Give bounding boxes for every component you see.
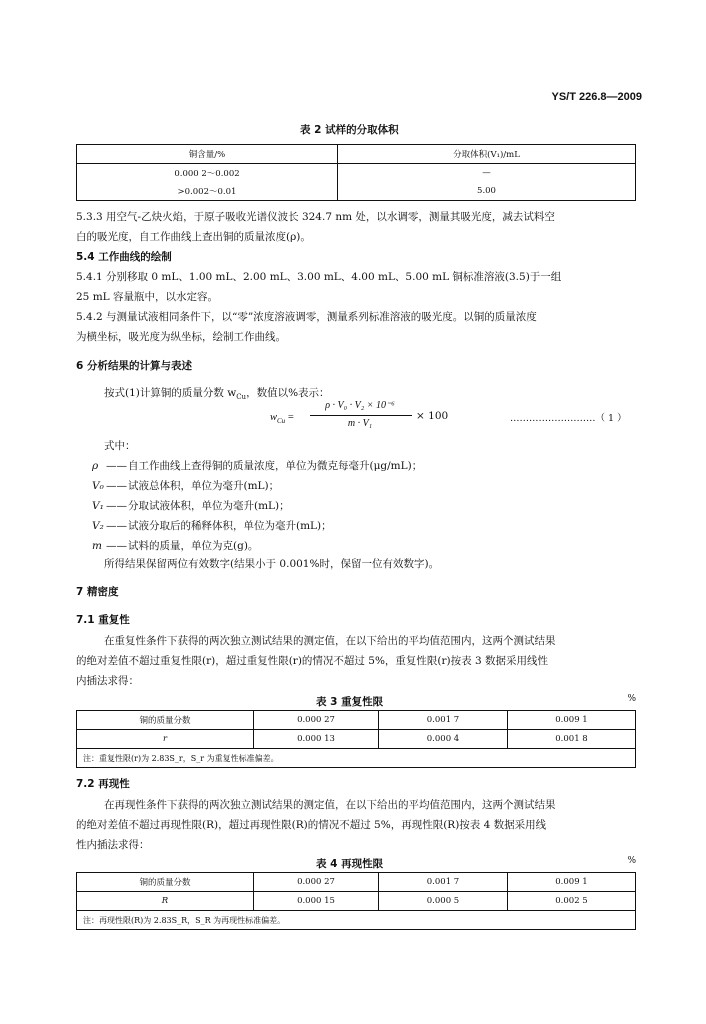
formula-lhs: $w_{Cu}$ = [270,412,294,426]
table4-cell: 0.009 1 [508,873,636,892]
table3-cell: 0.000 13 [254,730,379,749]
table4-cell: 铜的质量分数 [77,873,254,892]
section-7-1-line2: 的绝对差值不超过重复性限(r)，超过重复性限(r)的情况不超过 5%，重复性限(r)按表 3 数据采用线性 [76,655,548,667]
table4-caption: 表 4 再现性限 [316,858,384,870]
table4-note: 注：再现性限(R)为 2.83S_R，S_R 为再现性标准偏差。 [77,911,636,930]
var-rho: ρ ——自工作曲线上查得铜的质量浓度，单位为微克每毫升(μg/mL)； [92,460,423,472]
table4-cell: 0.000 15 [254,892,379,911]
table2-cell: >0.002～0.01 [77,182,338,201]
section-6-heading: 6 分析结果的计算与表述 [76,360,192,372]
table2-col2-header: 分取体积(V₁)/mL [338,145,636,164]
section-7-1-line1: 在重复性条件下获得的两次独立测试结果的测定值，在以下给出的平均值范围内，这两个测试结果 [104,635,556,647]
section-6-significant-digits: 所得结果保留两位有效数字(结果小于 0.001%时，保留一位有效数字)。 [104,558,440,570]
table3-caption: 表 3 重复性限 [316,696,384,708]
table3-cell: 铜的质量分数 [77,711,254,730]
table3-cell: r [77,730,254,749]
section-5-3-3: 5.3.3 用空气-乙炔火焰，于原子吸收光谱仪波长 324.7 nm 处，以水调零，测量其吸光度，减去试料空 [76,211,555,223]
formula-number: ………………………（ 1 ） [510,413,627,424]
var-v2: V₂ ——试液分取后的稀释体积，单位为毫升(mL)； [92,520,332,532]
section-7-2-line1: 在再现性条件下获得的两次独立测试结果的测定值，在以下给出的平均值范围内，这两个测试结果 [104,799,556,811]
table3-unit: % [627,694,636,704]
section-6-intro: 按式(1)计算铜的质量分数 $w_{Cu}$，数值以%表示： [104,387,330,402]
formula-fraction-bar [310,415,412,416]
table2-cell: 0.000 2～0.002 [77,164,338,183]
table3-note: 注：重复性限(r)为 2.83S_r，S_r 为重复性标准偏差。 [77,749,636,768]
var-v1: V₁ ——分取试液体积，单位为毫升(mL)； [92,500,290,512]
formula-multiplier: × 100 [416,410,449,422]
section-7-1-heading: 7.1 重复性 [76,614,130,626]
table2-caption: 表 2 试样的分取体积 [300,124,399,136]
table4 [76,872,636,930]
table4-cell: 0.000 5 [379,892,508,911]
table2-cell: 5.00 [338,182,636,201]
section-7-2-heading: 7.2 再现性 [76,778,130,790]
table3 [76,710,636,768]
section-5-4-2: 5.4.2 与测量试液相同条件下，以“零”浓度溶液调零，测量系列标准溶液的吸光度。以铜的质量浓度 [76,311,537,323]
section-5-4-1: 5.4.1 分别移取 0 mL、1.00 mL、2.00 mL、3.00 mL、4.00 mL、5.00 mL 铜标准溶液(3.5)于一组 [76,271,562,283]
table2-col1-header: 铜含量/% [77,145,338,164]
table2-cell: — [338,164,636,183]
table3-cell: 0.009 1 [508,711,636,730]
table3-cell: 0.001 7 [379,711,508,730]
table4-cell: R [77,892,254,911]
section-5-4-heading: 5.4 工作曲线的绘制 [76,251,172,263]
formula-numerator: ρ · V₀ · V₂ × 10⁻⁶ [325,400,395,411]
standard-number-header: YS/T 226.8—2009 [551,91,642,103]
section-5-3-3-cont: 白的吸光度，自工作曲线上查出铜的质量浓度(ρ)。 [76,231,311,243]
section-7-2-line3: 性内插法求得： [76,839,150,851]
var-m: m ——试料的质量，单位为克(g)。 [92,540,259,552]
table2 [76,144,636,201]
table3-cell: 0.000 27 [254,711,379,730]
table4-cell: 0.001 7 [379,873,508,892]
table3-cell: 0.000 4 [379,730,508,749]
section-5-4-1-cont: 25 mL 容量瓶中，以水定容。 [76,291,218,303]
section-7-1-line3: 内插法求得： [76,675,139,687]
var-v0: V₀ ——试液总体积，单位为毫升(mL)； [92,480,280,492]
table4-cell: 0.000 27 [254,873,379,892]
formula-denominator: m · V₁ [347,418,373,429]
table3-cell: 0.001 8 [508,730,636,749]
table4-unit: % [627,856,636,866]
table4-cell: 0.002 5 [508,892,636,911]
section-7-2-line2: 的绝对差值不超过再现性限(R)，超过再现性限(R)的情况不超过 5%，再现性限(R)按表 4 数据采用线 [76,819,547,831]
section-7-heading: 7 精密度 [76,586,119,598]
formula-where-label: 式中： [104,440,136,452]
section-5-4-2-cont: 为横坐标，吸光度为纵坐标，绘制工作曲线。 [76,331,286,343]
